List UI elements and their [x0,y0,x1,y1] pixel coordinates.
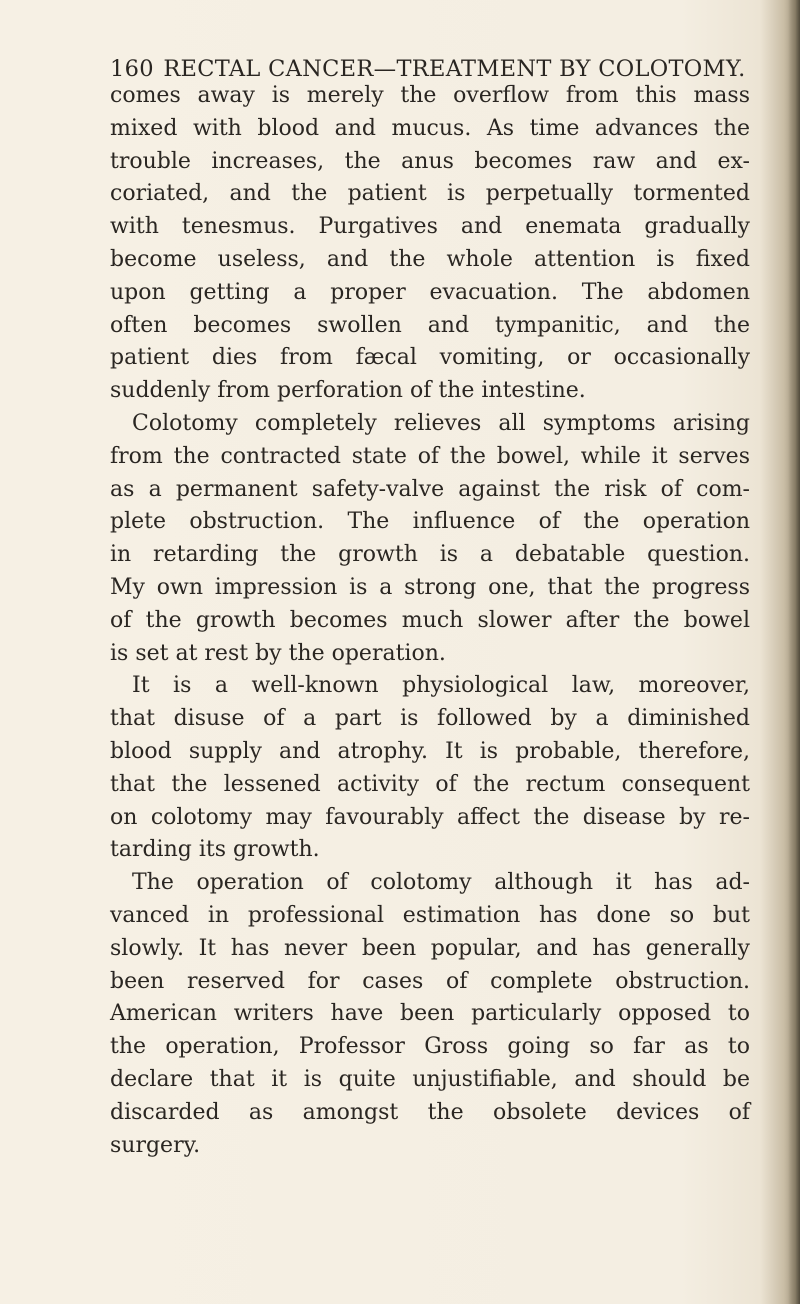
page-edge-shadow [788,0,800,1304]
text-line: often becomes swollen and tympanitic, and the [110,312,750,338]
text-line: been reserved for cases of complete obstruction. [110,968,750,994]
text-line: as a permanent safety-valve against the risk of com- [110,476,750,502]
text-line: discarded as amongst the obsolete devices of [110,1099,750,1125]
text-line: upon getting a proper evacuation. The abdomen [110,279,750,305]
text-line: American writers have been particularly opposed to [110,1001,750,1027]
text-line: blood supply and atrophy. It is probable, therefore, [110,738,750,764]
text-line: suddenly from perforation of the intestine. [110,378,586,404]
text-line: on colotomy may favourably affect the disease by re- [110,804,750,830]
text-line: patient dies from fæcal vomiting, or occasionally [110,345,750,371]
text-line: coriated, and the patient is perpetually tormented [110,181,750,207]
text-line: trouble increases, the anus becomes raw and ex- [110,148,750,174]
running-title: RECTAL CANCER—TREATMENT BY COLOTOMY. [163,56,746,82]
text-line: the operation, Professor Gross going so far as to [110,1034,750,1060]
text-line: of the growth becomes much slower after the bowel [110,607,750,633]
body-text [110,80,750,1162]
paragraph-start: It is a well-known physiological law, moreover, [132,673,750,699]
text-line: tarding its growth. [110,837,320,863]
text-line: become useless, and the whole attention is fixed [110,246,750,272]
paragraph-start: The operation of colotomy although it has ad- [132,870,750,896]
text-line: comes away is merely the overflow from this mass [110,83,750,108]
text-line: that the lessened activity of the rectum consequent [110,771,750,797]
page-number: 160 [110,56,154,82]
text-line: vanced in professional estimation has done so but [110,902,750,928]
text-line: slowly. It has never been popular, and has generally [110,935,750,961]
text-line: in retarding the growth is a debatable question. [110,542,750,568]
text-line: declare that it is quite unjustifiable, and should be [110,1066,750,1092]
text-line: with tenesmus. Purgatives and enemata gradually [110,214,750,240]
text-line: surgery. [110,1132,201,1158]
text-line: mixed with blood and mucus. As time advances the [110,115,750,141]
paragraph-start: Colotomy completely relieves all symptoms arising [132,410,750,436]
text-line: plete obstruction. The influence of the operation [110,509,750,535]
text-line: that disuse of a part is followed by a diminished [110,706,750,732]
text-line: from the contracted state of the bowel, while it serves [110,443,750,469]
text-line: is set at rest by the operation. [110,640,446,666]
text-line: My own impression is a strong one, that the progress [110,574,750,600]
